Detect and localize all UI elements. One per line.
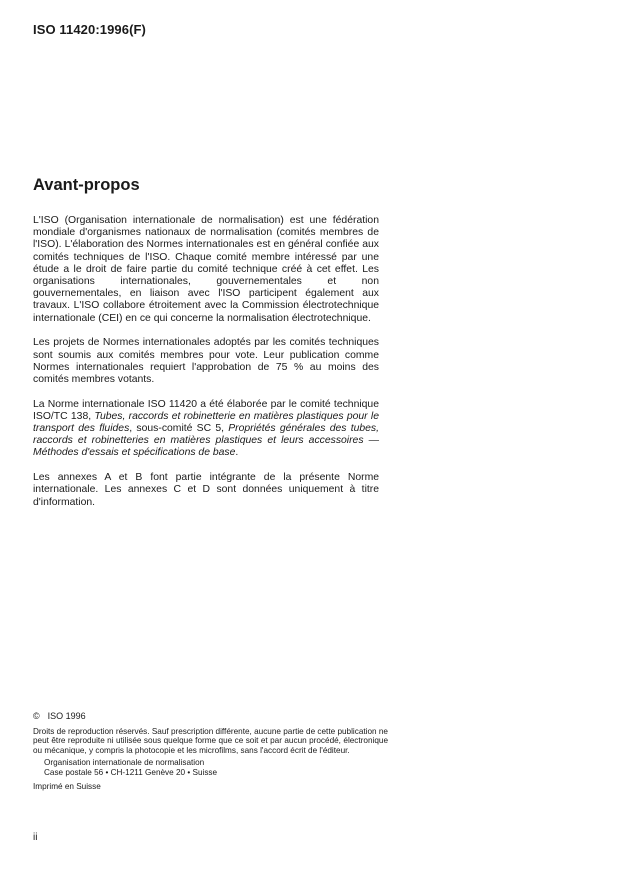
- page-number: ii: [33, 832, 38, 843]
- publisher-postal: Case postale 56 • CH-1211 Genève 20 • Suisse: [44, 767, 218, 777]
- subcommittee-title: Propriétés générales des tubes, raccords et robinetteries en matières plastiques et leurs accessoires — Méthodes d'essais et spécifications de base: [33, 423, 379, 459]
- section-title: Avant-propos: [33, 176, 140, 194]
- copyright-icon: ©: [33, 711, 40, 721]
- copyright-line: [33, 712, 388, 722]
- document-id-header: ISO 11420:1996(F): [33, 22, 146, 37]
- imprint-block: [33, 712, 388, 791]
- paragraph-annexes: Les annexes A et B font partie intégrante de la présente Norme internationale. Les annexes C et D sont données uniquement à titre d'information.: [33, 472, 379, 508]
- foreword-body: [33, 215, 379, 521]
- committee-text-3: .: [235, 447, 239, 459]
- publisher-org: Organisation internationale de normalisation: [44, 758, 205, 768]
- printed-in: Imprimé en Suisse: [33, 781, 101, 791]
- committee-text-1: La Norme internationale ISO 11420 a été élaborée par le comité technique ISO/TC 138,: [33, 398, 379, 422]
- paragraph-iso-intro: L'ISO (Organisation internationale de normalisation) est une fédération mondiale d'organismes nationaux de normalisation (comités membres de l'ISO). L'élaboration des Normes internationales est en général confiée aux comités techniques de l'ISO. Chaque comité membre intéressé par une étude a le droit de faire partie du comité technique créé à cet effet. Les organisations internationales, gouvernementales et non gouvernementales, en liaison avec l'ISO participent également aux travaux. L'ISO collabore étroitement avec la Commission électrotechnique internationale (CEI) en ce qui concerne la normalisation électrotechnique.: [33, 215, 379, 324]
- copyright-text: ISO 1996: [47, 711, 86, 721]
- committee-text-2: , sous-comité SC 5,: [129, 423, 229, 435]
- committee-title: Tubes, raccords et robinetterie en matières plastiques pour le transport des fluides: [33, 410, 379, 435]
- publisher-address: [33, 758, 388, 777]
- rights-notice: Droits de reproduction réservés. Sauf prescription différente, aucune partie de cette publication ne peut être reproduite ni utilisée sous quelque forme que ce soit et par aucun procédé, électronique ou mécanique, y compris la photocopie et les microfilms, sans l'accord écrit de l'éditeur.: [33, 726, 388, 755]
- paragraph-draft-voting: Les projets de Normes internationales adoptés par les comités techniques sont soumis aux comités membres pour vote. Leur publication comme Normes internationales requiert l'approbation de 75 % au moins des comités membres votants.: [33, 337, 379, 385]
- paragraph-committee: [33, 399, 379, 460]
